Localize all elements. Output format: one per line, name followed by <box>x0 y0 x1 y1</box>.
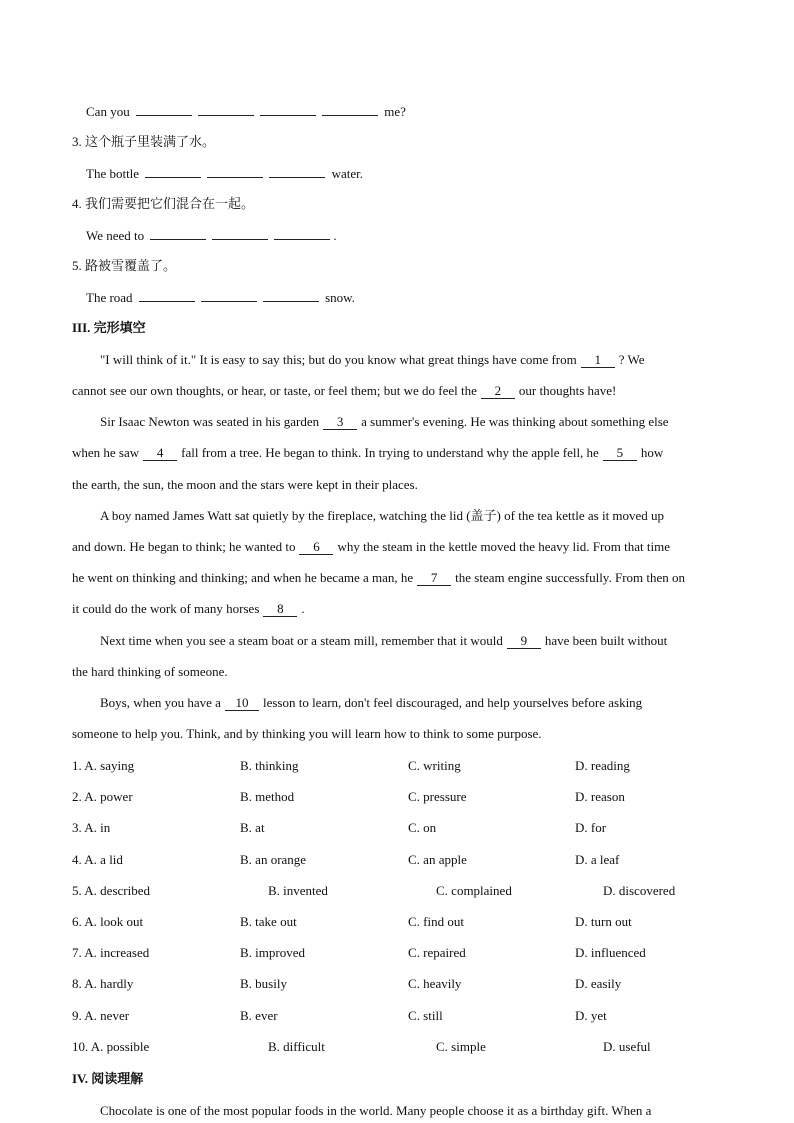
item3-prompt: 3. 这个瓶子里装满了水。 <box>72 134 216 149</box>
section-heading-cloze: III. 完形填空 <box>72 320 146 335</box>
cloze-p2-line1: Sir Isaac Newton was seated in his garden 3 a summer's evening. He was thinking about something else <box>100 414 669 429</box>
blank[interactable] <box>139 289 195 302</box>
blank[interactable] <box>263 289 319 302</box>
cloze-p3-line4: it could do the work of many horses 8 . <box>72 601 305 616</box>
blank-6[interactable]: 6 <box>299 540 333 555</box>
blank[interactable] <box>198 103 254 116</box>
item5-answer-line: The road snow. <box>86 290 355 305</box>
cloze-p1-line2: cannot see our own thoughts, or hear, or taste, or feel them; but we do feel the 2 our thoughts have! <box>72 383 617 398</box>
cloze-p3-line3: he went on thinking and thinking; and when he became a man, he 7 the steam engine successfully. From then on <box>72 570 686 585</box>
item2-answer-line: Can you me? <box>86 104 406 119</box>
option-9-D[interactable]: D. yet <box>575 1008 607 1023</box>
option-1-D[interactable]: D. reading <box>575 758 630 773</box>
option-10-D[interactable]: D. useful <box>603 1039 651 1054</box>
option-6-C[interactable]: C. find out <box>408 914 464 929</box>
cloze-p5-line2: someone to help you. Think, and by thinking you will learn how to think to some purpose. <box>72 726 542 741</box>
blank[interactable] <box>274 227 330 240</box>
option-10-C[interactable]: C. simple <box>436 1039 486 1054</box>
cloze-p4-line1: Next time when you see a steam boat or a steam mill, remember that it would 9 have been built without <box>100 633 668 648</box>
blank[interactable] <box>150 227 206 240</box>
blank-2[interactable]: 2 <box>481 384 515 399</box>
option-5-B[interactable]: B. invented <box>268 883 328 898</box>
option-8-D[interactable]: D. easily <box>575 976 622 991</box>
option-2-A[interactable]: 2. A. power <box>72 789 133 804</box>
blank-1[interactable]: 1 <box>581 353 615 368</box>
option-9-B[interactable]: B. ever <box>240 1008 278 1023</box>
reading-p1-line1: Chocolate is one of the most popular foods in the world. Many people choose it as a birthday gift. When a <box>100 1103 652 1118</box>
blank-3[interactable]: 3 <box>323 415 357 430</box>
blank[interactable] <box>269 165 325 178</box>
cloze-p3-line1: A boy named James Watt sat quietly by the fireplace, watching the lid (盖子) of the tea kettle as it moved up <box>100 508 665 523</box>
option-5-D[interactable]: D. discovered <box>603 883 676 898</box>
blank[interactable] <box>322 103 378 116</box>
option-2-D[interactable]: D. reason <box>575 789 625 804</box>
option-9-C[interactable]: C. still <box>408 1008 443 1023</box>
option-4-D[interactable]: D. a leaf <box>575 852 620 867</box>
blank[interactable] <box>260 103 316 116</box>
option-1-A[interactable]: 1. A. saying <box>72 758 135 773</box>
option-4-C[interactable]: C. an apple <box>408 852 467 867</box>
blank[interactable] <box>136 103 192 116</box>
option-7-D[interactable]: D. influenced <box>575 945 646 960</box>
option-6-A[interactable]: 6. A. look out <box>72 914 144 929</box>
option-3-B[interactable]: B. at <box>240 820 265 835</box>
option-8-A[interactable]: 8. A. hardly <box>72 976 134 991</box>
option-6-B[interactable]: B. take out <box>240 914 297 929</box>
blank-10[interactable]: 10 <box>225 696 259 711</box>
option-3-A[interactable]: 3. A. in <box>72 820 111 835</box>
cloze-p5-line1: Boys, when you have a 10 lesson to learn, don't feel discouraged, and help yourselves before asking <box>100 695 643 710</box>
option-7-B[interactable]: B. improved <box>240 945 305 960</box>
blank[interactable] <box>201 289 257 302</box>
blank-7[interactable]: 7 <box>417 571 451 586</box>
option-7-C[interactable]: C. repaired <box>408 945 466 960</box>
blank-9[interactable]: 9 <box>507 634 541 649</box>
cloze-p3-line2: and down. He began to think; he wanted to 6 why the steam in the kettle moved the heavy lid. From that time <box>72 539 670 554</box>
cloze-p4-line2: the hard thinking of someone. <box>72 664 228 679</box>
option-1-B[interactable]: B. thinking <box>240 758 299 773</box>
option-2-C[interactable]: C. pressure <box>408 789 467 804</box>
option-9-A[interactable]: 9. A. never <box>72 1008 130 1023</box>
option-10-B[interactable]: B. difficult <box>268 1039 325 1054</box>
option-1-C[interactable]: C. writing <box>408 758 461 773</box>
blank-8[interactable]: 8 <box>263 602 297 617</box>
item3-answer-line: The bottle water. <box>86 166 363 181</box>
option-6-D[interactable]: D. turn out <box>575 914 632 929</box>
item4-answer-line: We need to . <box>86 228 337 243</box>
cloze-p1-line1: "I will think of it." It is easy to say this; but do you know what great things have come from 1 ? We <box>100 352 645 367</box>
blank[interactable] <box>212 227 268 240</box>
cloze-p2-line3: the earth, the sun, the moon and the stars were kept in their places. <box>72 477 418 492</box>
option-5-A[interactable]: 5. A. described <box>72 883 150 898</box>
blank-4[interactable]: 4 <box>143 446 177 461</box>
blank[interactable] <box>145 165 201 178</box>
option-4-A[interactable]: 4. A. a lid <box>72 852 123 867</box>
option-10-A[interactable]: 10. A. possible <box>72 1039 150 1054</box>
blank-5[interactable]: 5 <box>603 446 637 461</box>
option-8-C[interactable]: C. heavily <box>408 976 462 991</box>
option-5-C[interactable]: C. complained <box>436 883 512 898</box>
cloze-p2-line2: when he saw 4 fall from a tree. He began to think. In trying to understand why the apple fell, he 5 how <box>72 445 664 460</box>
item4-prompt: 4. 我们需要把它们混合在一起。 <box>72 196 255 211</box>
option-3-D[interactable]: D. for <box>575 820 607 835</box>
option-2-B[interactable]: B. method <box>240 789 295 804</box>
section-heading-reading: IV. 阅读理解 <box>72 1071 144 1086</box>
option-4-B[interactable]: B. an orange <box>240 852 307 867</box>
option-3-C[interactable]: C. on <box>408 820 437 835</box>
item5-prompt: 5. 路被雪覆盖了。 <box>72 258 177 273</box>
blank[interactable] <box>207 165 263 178</box>
option-7-A[interactable]: 7. A. increased <box>72 945 150 960</box>
option-8-B[interactable]: B. busily <box>240 976 287 991</box>
